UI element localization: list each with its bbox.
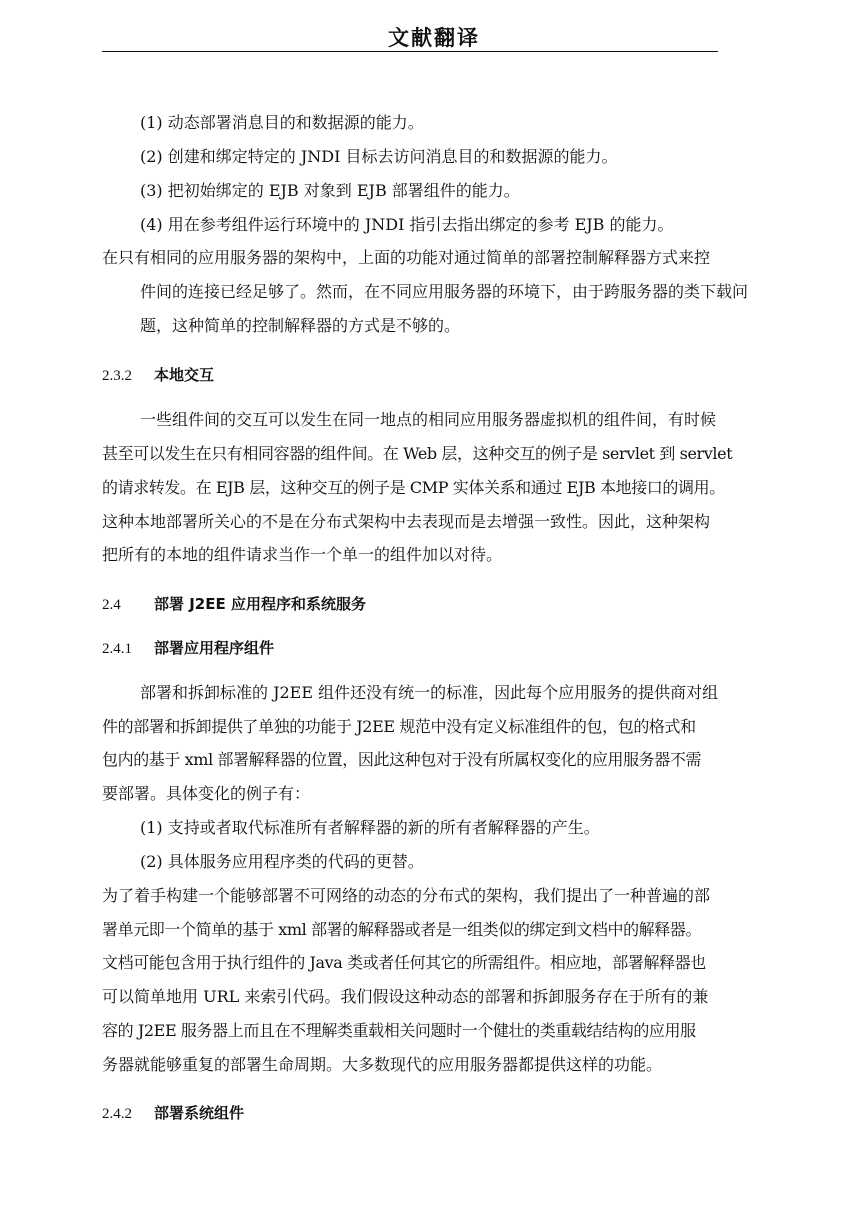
- paragraph-line: 一些组件间的交互可以发生在同一地点的相同应用服务器虚拟机的组件间，有时候: [140, 410, 717, 429]
- section-number: 2.4: [102, 597, 121, 613]
- paragraph-line: 务器就能够重复的部署生命周期。大多数现代的应用服务器都提供这样的功能。: [102, 1055, 663, 1074]
- list-item: (2) 创建和绑定特定的 JNDI 目标去访问消息目的和数据源的能力。: [140, 147, 618, 166]
- list-item: (2) 具体服务应用程序类的代码的更替。: [140, 852, 424, 871]
- section-heading: [0, 1103, 868, 1124]
- section-number: 2.4.1: [102, 641, 132, 657]
- paragraph-line: 文档可能包含用于执行组件的 Java 类或者任何其它的所需组件。相应地，部署解释器也: [102, 953, 706, 972]
- paragraph-line: 要部署。具体变化的例子有：: [102, 784, 311, 803]
- paragraph-line: 把所有的本地的组件请求当作一个单一的组件加以对待。: [102, 545, 503, 564]
- paragraph-line: 甚至可以发生在只有相同容器的组件间。在 Web 层，这种交互的例子是 servlet 到 servlet: [102, 444, 733, 463]
- section-heading: [0, 594, 868, 615]
- section-number: 2.4.2: [102, 1106, 132, 1122]
- header-divider: [102, 51, 718, 52]
- list-item: (3) 把初始绑定的 EJB 对象到 EJB 部署组件的能力。: [140, 181, 520, 200]
- section-title: 本地交互: [154, 366, 215, 384]
- page-header-title: 文献翻译: [388, 26, 480, 50]
- paragraph-line: 署单元即一个简单的基于 xml 部署的解释器或者是一组类似的绑定到文档中的解释器。: [102, 920, 702, 939]
- section-heading: [0, 365, 868, 386]
- list-item: (4) 用在参考组件运行环境中的 JNDI 指引去指出绑定的参考 EJB 的能力。: [140, 215, 674, 234]
- paragraph-line: 包内的基于 xml 部署解释器的位置，因此这种包对于没有所属权变化的应用服务器不需: [102, 750, 702, 769]
- paragraph-line: 可以简单地用 URL 来索引代码。我们假设这种动态的部署和拆卸服务存在于所有的兼: [102, 987, 709, 1006]
- paragraph-line: 为了着手构建一个能够部署不可网络的动态的分布式的架构，我们提出了一种普遍的部: [102, 886, 711, 905]
- paragraph-line: 在只有相同的应用服务器的架构中，上面的功能对通过简单的部署控制解释器方式来控: [102, 248, 711, 267]
- paragraph-line: 这种本地部署所关心的不是在分布式架构中去表现而是去增强一致性。因此，这种架构: [102, 512, 711, 531]
- paragraph-line: 题，这种简单的控制解释器的方式是不够的。: [140, 316, 461, 335]
- section-title: 部署系统组件: [154, 1104, 245, 1122]
- paragraph-line: 的请求转发。在 EJB 层，这种交互的例子是 CMP 实体关系和通过 EJB 本地接口的调用。: [102, 478, 725, 497]
- section-number: 2.3.2: [102, 368, 132, 384]
- paragraph-line: 件的部署和拆卸提供了单独的功能于 J2EE 规范中没有定义标准组件的包，包的格式和: [102, 717, 696, 736]
- list-item: (1) 支持或者取代标准所有者解释器的新的所有者解释器的产生。: [140, 818, 600, 837]
- paragraph-line: 容的 J2EE 服务器上而且在不理解类重载相关问题时一个健壮的类重载结结构的应用服: [102, 1021, 696, 1040]
- paragraph-line: 件间的连接已经足够了。然而，在不同应用服务器的环境下，由于跨服务器的类下载问: [140, 282, 749, 301]
- paragraph-line: 部署和拆卸标准的 J2EE 组件还没有统一的标准，因此每个应用服务的提供商对组: [140, 683, 719, 702]
- section-title: 部署应用程序组件: [154, 639, 275, 657]
- section-title: 部署 J2EE 应用程序和系统服务: [154, 595, 366, 613]
- list-item: (1) 动态部署消息目的和数据源的能力。: [140, 113, 424, 132]
- section-heading: [0, 638, 868, 659]
